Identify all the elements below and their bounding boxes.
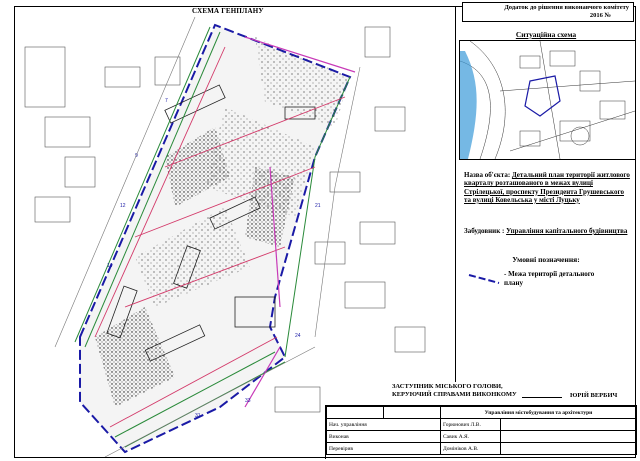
annex-box (462, 2, 634, 22)
stamp-role: Перевірив (327, 443, 441, 455)
stamp-organization: Управління містобудування та архітектури (441, 407, 637, 419)
stamp-role: Нач. управління (327, 419, 441, 431)
legend-title: Умовні позначення: (512, 255, 580, 264)
title-stamp (325, 405, 637, 459)
stamp-role: Виконав (327, 431, 441, 443)
annex-line-2: 2016 № (589, 12, 611, 19)
svg-text:21: 21 (315, 203, 321, 209)
customer-block (464, 227, 632, 235)
stamp-cell (501, 431, 637, 443)
signatory-name: ЮРІЙ ВЕРБИЧ (570, 392, 618, 399)
boundary-line-icon (468, 273, 500, 285)
situation-map-svg (460, 41, 635, 159)
stamp-table (326, 406, 637, 455)
annex-line-1: Додаток до рішення виконавчого комітету (504, 4, 629, 11)
object-label: Назва об'єкта: (464, 171, 511, 179)
svg-text:9: 9 (135, 153, 138, 159)
stamp-cell (501, 419, 637, 431)
svg-text:12: 12 (120, 203, 126, 209)
stamp-person: Савик А.Я. (441, 431, 501, 443)
object-name-block (464, 171, 632, 204)
situation-map (459, 40, 636, 160)
signatory-position: ЗАСТУПНИК МІСЬКОГО ГОЛОВИ, КЕРУЮЧИЙ СПРАВАМИ ВИКОНКОМУ (392, 383, 517, 398)
plan-title: СХЕМА ГЕНПЛАНУ (192, 7, 264, 15)
situation-title: Ситуаційна схема (515, 30, 577, 39)
legend-item-text: - Межа території детального плану (504, 270, 595, 287)
signature-line (522, 397, 562, 398)
stamp-cell (327, 407, 384, 419)
stamp-cell (384, 407, 441, 419)
customer-label: Забудовник : (464, 227, 505, 235)
svg-text:31: 31 (195, 413, 201, 419)
svg-text:7: 7 (165, 98, 168, 104)
legend-item (464, 270, 632, 292)
svg-text:24: 24 (295, 333, 301, 339)
stamp-cell (501, 443, 637, 455)
object-text: Детальний план території житлового кварталу розташованого в межах вулиці Стрілецької, проспекту Президента Грушевського та вулиці Ковельська у місті Луцьку (464, 171, 630, 204)
stamp-person: Горюнович Л.В. (441, 419, 501, 431)
customer-value: Управління капітального будівництва (506, 227, 628, 235)
svg-text:14: 14 (107, 263, 113, 269)
stamp-person: Домініков А.В. (441, 443, 501, 455)
svg-text:33: 33 (245, 398, 251, 404)
